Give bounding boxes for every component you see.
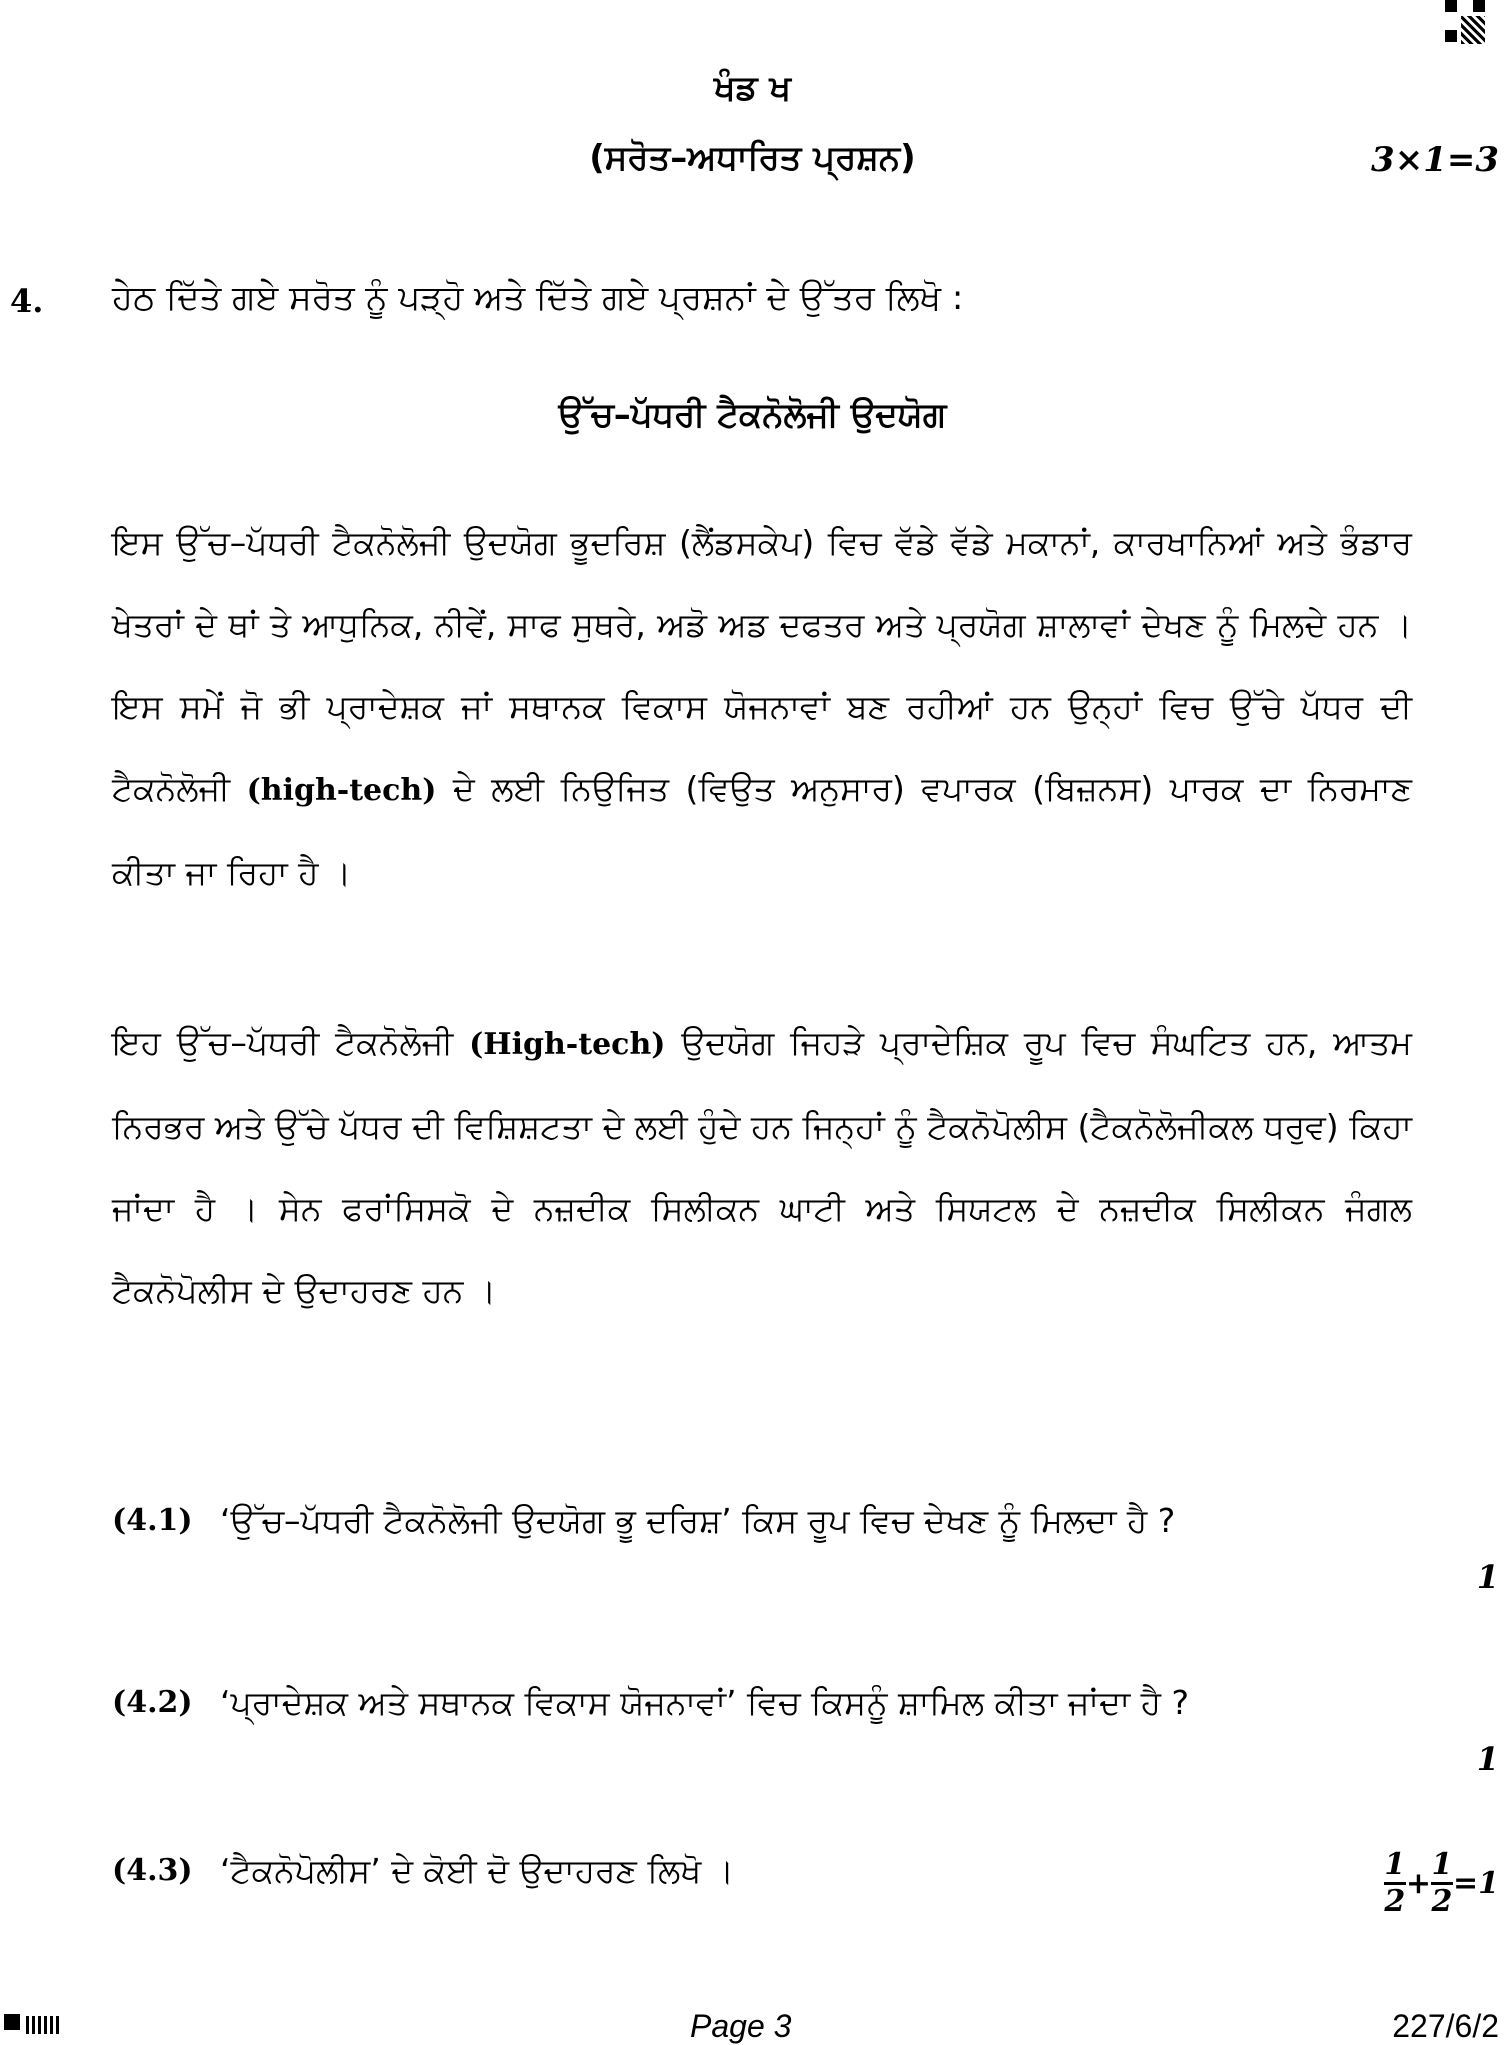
plus-sign: + (1405, 1866, 1431, 1901)
passage-paragraph-2 (112, 1002, 1412, 1332)
fraction (1384, 1848, 1406, 1919)
sub-question-4-1 (112, 1482, 1502, 1560)
paragraph-text: ਇਹ ਉੱਚ–ਪੱਧਰੀ ਟੈਕਨੋਲੋਜੀ (112, 1023, 454, 1062)
sub-question-text: ‘ਪ੍ਰਾਦੇਸ਼ਕ ਅਤੇ ਸਥਾਨਕ ਵਿਕਾਸ ਯੋਜਨਾਵਾਂ’ ਵਿਚ ਕਿਸਨੂੰ ਸ਼ਾਮਿਲ ਕੀਤਾ ਜਾਂਦਾ ਹੈ ? (220, 1683, 1189, 1722)
sub-question-4-2 (112, 1664, 1502, 1742)
section-subtitle: (ਸਰੋਤ–ਅਧਾਰਿਤ ਪ੍ਰਸ਼ਨ) (589, 138, 916, 178)
paragraph-text: ਇਸ ਉੱਚ–ਪੱਧਰੀ ਟੈਕਨੋਲੋਜੀ ਉਦਯੋਗ ਭੂਦਰਿਸ਼ (ਲੈਂਡਸਕੇਪ) ਵਿਚ ਵੱਡੇ ਵੱਡੇ ਮਕਾਨਾਂ, ਕਾਰਖਾਨਿਆਂ ਅਤੇ ਭੰਡਾਰ ਖੇਤਰਾਂ ਦੇ ਥਾਂ ਤੇ ਆਧੁਨਿਕ, ਨੀਵੇਂ, ਸਾਫ ਸੁਥਰੇ, ਅਡੋ ਅਡ ਦਫਤਰ ਅਤੇ ਪ੍ਰਯੋਗ ਸ਼ਾਲਾਵਾਂ ਦੇਖਣ ਨੂੰ ਮਿਲਦੇ ਹਨ । ਇਸ ਸਮੇਂ ਜੋ ਭੀ ਪ੍ਰਾਦੇਸ਼ਕ ਜਾਂ ਸਥਾਨਕ ਵਿਕਾਸ ਯੋਜਨਾਵਾਂ ਬਣ ਰਹੀਆਂ ਹਨ ਉਨ੍ਹਾਂ ਵਿਚ ਉੱਚੇ ਪੱਧਰ ਦੀ ਟੈਕਨੋਲੋਜੀ (112, 523, 1412, 808)
sub-question-text: ‘ਟੈਕਨੋਪੋਲੀਸ’ ਦੇ ਕੋਈ ਦੋ ਉਦਾਹਰਣ ਲਿਖੋ । (220, 1851, 734, 1890)
sub-question-marks-fraction (1384, 1848, 1499, 1919)
marks-total: =1 (1452, 1866, 1499, 1901)
sub-question-label: (4.1) (112, 1503, 193, 1538)
sub-question-label: (4.2) (112, 1685, 193, 1720)
passage-paragraph-1 (112, 502, 1412, 914)
english-term: (High-tech) (469, 1027, 666, 1062)
question-instruction: ਹੇਠ ਦਿੱਤੇ ਗਏ ਸਰੋਤ ਨੂੰ ਪੜ੍ਹੋ ਅਤੇ ਦਿੱਤੇ ਗਏ ਪ੍ਰਸ਼ਨਾਂ ਦੇ ਉੱਤਰ ਲਿਖੋ : (112, 278, 964, 318)
paragraph-text: ਉਦਯੋਗ ਜਿਹੜੇ ਪ੍ਰਾਦੇਸ਼ਿਕ ਰੂਪ ਵਿਚ ਸੰਘਟਿਤ ਹਨ, ਆਤਮ ਨਿਰਭਰ ਅਤੇ ਉੱਚੇ ਪੱਧਰ ਦੀ ਵਿਸ਼ਿਸ਼ਟਤਾ ਦੇ ਲਈ ਹੁੰਦੇ ਹਨ ਜਿਨ੍ਹਾਂ ਨੂੰ ਟੈਕਨੋਪੋਲੀਸ (ਟੈਕਨੋਲੋਜੀਕਲ ਧਰੁਵ) ਕਿਹਾ ਜਾਂਦਾ ਹੈ । ਸੇਨ ਫਰਾਂਸਿਸਕੋ ਦੇ ਨਜ਼ਦੀਕ ਸਿਲੀਕਨ ਘਾਟੀ ਅਤੇ ਸਿਯਟਲ ਦੇ ਨਜ਼ਦੀਕ ਸਿਲੀਕਨ ਜੰਗਲ ਟੈਕਨੋਪੋਲੀਸ ਦੇ ਉਦਾਹਰਣ ਹਨ । (112, 1023, 1412, 1310)
sub-question-4-3 (112, 1832, 1502, 1910)
qr-code-icon (4, 2014, 64, 2034)
section-heading: ਖੰਡ ਖ (713, 68, 792, 108)
question-number: 4. (10, 282, 44, 320)
qr-code-icon (1445, 0, 1485, 44)
passage-title: ਉੱਚ–ਪੱਧਰੀ ਟੈਕਨੋਲੋਜੀ ਉਦਯੋਗ (558, 395, 947, 435)
sub-question-label: (4.3) (112, 1853, 193, 1888)
paper-code: 227/6/2 (1392, 2008, 1499, 2044)
sub-question-marks: 1 (1476, 1740, 1499, 1778)
english-term: (high-tech) (246, 773, 437, 808)
denominator: 2 (1431, 1884, 1453, 1919)
numerator: 1 (1431, 1847, 1453, 1882)
numerator: 1 (1384, 1847, 1406, 1882)
sub-question-marks: 1 (1476, 1558, 1499, 1596)
denominator: 2 (1384, 1884, 1406, 1919)
section-marks: 3×1=3 (1371, 140, 1499, 180)
fraction (1431, 1848, 1453, 1919)
paragraph-text: ਦੇ ਲਈ ਨਿਉਜਿਤ (ਵਿਉਤ ਅਨੁਸਾਰ) ਵਪਾਰਕ (ਬਿਜ਼ਨਸ) ਪਾਰਕ ਦਾ ਨਿਰਮਾਣ ਕੀਤਾ ਜਾ ਰਿਹਾ ਹੈ । (112, 769, 1412, 892)
sub-question-text: ‘ਉੱਚ–ਪੱਧਰੀ ਟੈਕਨੋਲੋਜੀ ਉਦਯੋਗ ਭੂ ਦਰਿਸ਼’ ਕਿਸ ਰੂਪ ਵਿਚ ਦੇਖਣ ਨੂੰ ਮਿਲਦਾ ਹੈ ? (220, 1501, 1176, 1540)
page-number: Page 3 (690, 2008, 792, 2044)
